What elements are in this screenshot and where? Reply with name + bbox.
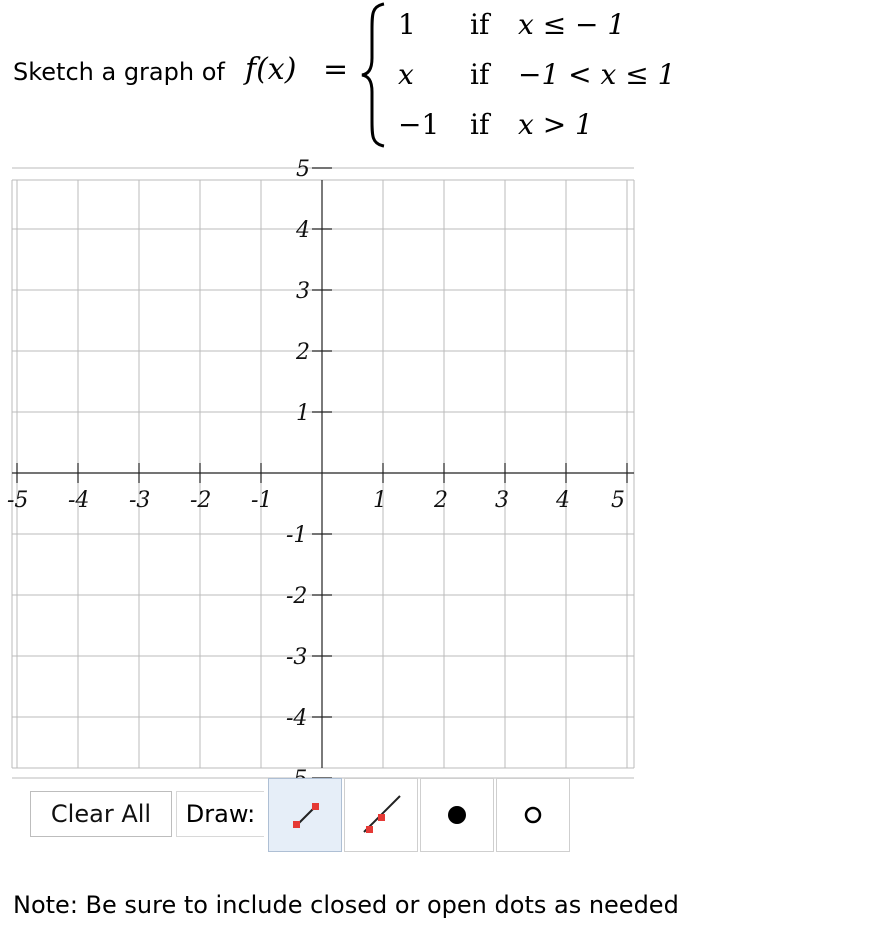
closed-dot-tool-button[interactable] bbox=[420, 778, 494, 852]
draw-label: Draw: bbox=[176, 791, 264, 837]
question-prompt: Sketch a graph of bbox=[13, 58, 225, 86]
y-tick-label: -4 bbox=[286, 706, 308, 731]
case-1-value: 1 bbox=[398, 8, 416, 41]
case-1-condition: x ≤ − 1 bbox=[518, 8, 626, 41]
equals-sign: = bbox=[323, 52, 349, 87]
x-tick-label: -4 bbox=[68, 488, 90, 513]
x-tick-label: 5 bbox=[611, 488, 625, 513]
y-tick-label: 4 bbox=[296, 218, 310, 243]
open-dot-tool-button[interactable] bbox=[496, 778, 570, 852]
graph-canvas[interactable] bbox=[0, 157, 650, 770]
y-tick-label: 5 bbox=[296, 157, 310, 182]
line-segment-icon bbox=[285, 795, 325, 835]
function-name: f(x) bbox=[245, 52, 297, 87]
y-tick-label: -1 bbox=[286, 523, 308, 548]
case-1-if: if bbox=[470, 8, 490, 41]
open-dot-icon bbox=[518, 800, 548, 830]
x-tick-label: 1 bbox=[373, 488, 387, 513]
y-tick-label: -3 bbox=[286, 645, 308, 670]
y-tick-label: 1 bbox=[296, 401, 310, 426]
line-segment-tool-button[interactable] bbox=[268, 778, 342, 852]
case-2-condition: −1 < x ≤ 1 bbox=[518, 58, 676, 91]
y-tick-label: 3 bbox=[296, 279, 310, 304]
closed-dot-icon bbox=[442, 800, 472, 830]
ray-tool-button[interactable] bbox=[344, 778, 418, 852]
case-2-value: x bbox=[398, 58, 414, 91]
case-3-condition: x > 1 bbox=[518, 108, 593, 141]
piecewise-brace bbox=[360, 0, 390, 150]
x-tick-label: -1 bbox=[251, 488, 273, 513]
y-tick-label: 2 bbox=[296, 340, 310, 365]
x-tick-label: 4 bbox=[556, 488, 570, 513]
case-3-if: if bbox=[470, 108, 490, 141]
case-2-if: if bbox=[470, 58, 490, 91]
case-3-value: −1 bbox=[398, 108, 440, 141]
ray-icon bbox=[356, 790, 406, 840]
x-tick-label: 3 bbox=[495, 488, 509, 513]
x-tick-label: 2 bbox=[434, 488, 448, 513]
note-text: Note: Be sure to include closed or open dots as needed bbox=[13, 891, 679, 919]
clear-all-button[interactable]: Clear All bbox=[30, 791, 172, 837]
x-tick-label: -2 bbox=[190, 488, 212, 513]
x-tick-label: -3 bbox=[129, 488, 151, 513]
y-tick-label: -2 bbox=[286, 584, 308, 609]
x-tick-label: -5 bbox=[7, 488, 29, 513]
